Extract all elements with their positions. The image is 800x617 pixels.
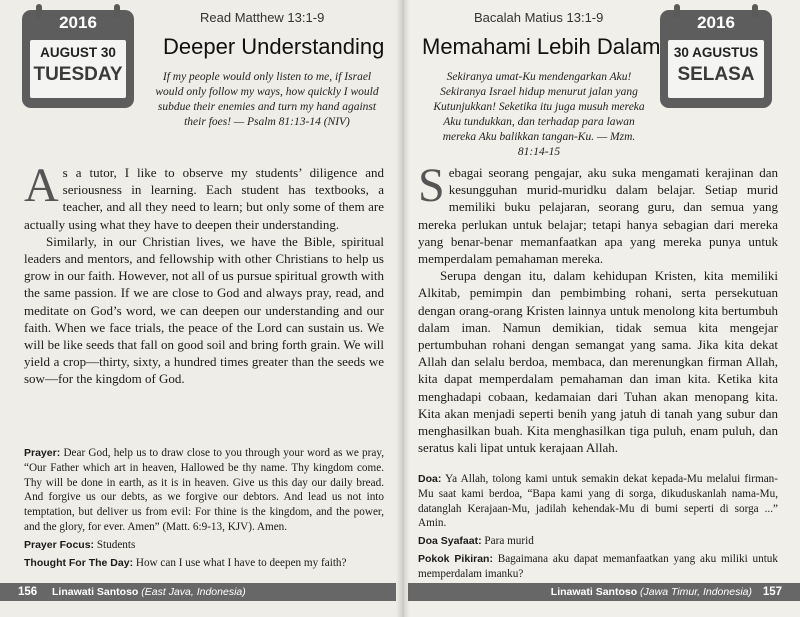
calendar-face xyxy=(30,40,126,98)
paragraph-1 xyxy=(24,159,384,233)
prayer-section xyxy=(24,446,384,573)
page-number: 156 xyxy=(18,586,38,598)
prayer-focus-label: Prayer Focus: xyxy=(24,538,95,551)
prayer-section xyxy=(418,472,778,585)
author-name: Linawati Santoso xyxy=(52,586,139,598)
calendar-day: TUESDAY xyxy=(33,64,123,85)
paragraph-2: Serupa dengan itu, dalam kehidupan Kristen, kita memiliki Alkitab, pemimpin dan pembimbing rohani, serta persekutuan dengan orang-orang Kristen lainnya untuk menolong kita bertumbuh dalam iman. Namun demikian, tidak semua kita mengejar pertumbuhan rohani dengan semangat yang sama. Jika kita dekat Allah dan selalu berdoa, membaca, dan merenungkan firman Allah, kita dapat memperdalam pemahaman dan iman kita. Ketika kita menghadapi cobaan, kedamaian dari Tuhan akan menopang kita. Kita akan menjadi seperti benih yang jatuh di tanah yang subur dan menghasilkan buah. Kita menghasilkan tiga puluh, enam puluh, dan seratus kali lipat untuk kerajaan Allah. xyxy=(418,268,778,456)
devotion-body xyxy=(24,159,384,388)
prayer-text: Ya Allah, tolong kami untuk semakin dekat kepada-Mu melalui firman-Mu saat kami berdoa, “Bapa kami yang di sorga, dikuduskanlah nama-Mu, datanglah Kerajaan-Mu, jadilah kehendak-Mu di bumi seperti di sorga ...” Amin. xyxy=(418,473,778,530)
author-name: Linawati Santoso xyxy=(550,586,638,598)
author-location: (East Java, Indonesia) xyxy=(141,586,246,598)
prayer-focus xyxy=(418,534,778,549)
page-footer xyxy=(0,583,396,601)
page-footer xyxy=(408,583,800,601)
prayer-focus-label: Doa Syafaat: xyxy=(418,535,482,548)
author-credit xyxy=(52,583,246,601)
prayer-text: Dear God, help us to draw close to you through your word as we pray, “Our Father which art in heaven, Hallowed be thy name. Thy kingdom come. Thy will be done in earth, as it is in heaven. Give us this day our daily bread. And forgive us our debts, as we forgive our debtors. And lead us not into temptation, but deliver us from evil: For thine is the kingdom, and the power, and the glory, for ever. Amen” (Matt. 6:9-13, KJV). Amen. xyxy=(24,447,384,533)
calendar-icon xyxy=(660,4,772,108)
calendar-icon xyxy=(22,4,134,108)
book-gutter xyxy=(396,0,410,617)
right-page xyxy=(402,0,800,617)
thought-for-the-day xyxy=(418,552,778,582)
calendar-date: AUGUST 30 xyxy=(40,45,116,60)
paragraph-1-text: ebagai seorang pengajar, aku suka mengamati kerajinan dan kesungguhan murid-muridku dalam belajar. Setiap murid memiliki buku pelajaran, seorang guru, dan semua yang mereka perlukan untuk belajar; tetapi hanya sebagian dari mereka yang benar-benar memanfaatkan apa yang mereka punya untuk memperdalam pemahaman mereka. xyxy=(418,165,778,267)
paragraph-1-text: s a tutor, I like to observe my students’ diligence and seriousness in learning. Each student has textbooks, a teacher, and all they need to learn; but only some of them are actually using what they have to deepen their understanding. xyxy=(24,165,384,232)
drop-cap: A xyxy=(24,159,59,212)
prayer-focus xyxy=(24,538,384,553)
key-verse-quote: If my people would only listen to me, if Israel would only follow my ways, how quickly I would subdue their enemies and turn my hand against their foes! — Psalm 81:13-14 (NIV) xyxy=(155,71,379,128)
prayer-focus-text: Para murid xyxy=(484,535,534,548)
prayer-label: Prayer: xyxy=(24,447,61,459)
calendar-year: 2016 xyxy=(59,13,97,32)
prayer xyxy=(24,446,384,535)
thought-text: Bagaimana aku dapat memanfaatkan yang aku miliki untuk memperdalam imanku? xyxy=(418,552,778,580)
scripture-reading: Read Matthew 13:1-9 xyxy=(200,10,325,25)
devotion-title: Deeper Understanding xyxy=(163,34,385,59)
prayer-label: Doa: xyxy=(418,473,442,485)
calendar-day: SELASA xyxy=(677,64,755,85)
thought-for-the-day xyxy=(24,556,384,571)
scripture-reading: Bacalah Matius 13:1-9 xyxy=(474,10,604,25)
drop-cap: S xyxy=(418,159,445,212)
devotion-title: Memahami Lebih Dalam xyxy=(422,34,661,59)
thought-label: Pokok Pikiran: xyxy=(418,552,493,565)
prayer xyxy=(418,472,778,531)
thought-text: How can I use what I have to deepen my faith? xyxy=(135,556,347,569)
author-location: (Jawa Timur, Indonesia) xyxy=(640,586,752,598)
calendar-year: 2016 xyxy=(697,13,735,32)
calendar-face xyxy=(668,40,764,98)
key-verse-quote: Sekiranya umat-Ku mendengarkan Aku! Sekiranya Israel hidup menurut jalan yang Kutunjukkan! Seketika itu juga musuh mereka Aku tundukkan, dan terhadap para lawan mereka Aku balikkan tangan-Ku. — Mzm. 81:14-15 xyxy=(433,71,645,158)
paragraph-2: Similarly, in our Christian lives, we have the Bible, spiritual leaders and mentors, and fellowship with other Christians to help us grow in our faith. However, not all of us pursue spiritual growth with the same passion. If we are close to God and always pray, read, and meditate on God’s word, we can deepen our understanding and our faith. When we face trials, the peace of the Lord can sustain us. We will be like seeds that fall on good soil and bring forth grain. We will yield a crop—thirty, sixty, a hundred times greater than the seeds we sow—for the kingdom of God. xyxy=(24,233,384,387)
paragraph-1 xyxy=(418,159,778,267)
calendar-date: 30 AGUSTUS xyxy=(673,45,759,60)
page-number: 157 xyxy=(762,586,782,598)
devotion-body xyxy=(418,159,778,456)
author-credit xyxy=(551,583,752,601)
thought-label: Thought For The Day: xyxy=(24,556,134,569)
prayer-focus-text: Students xyxy=(96,538,136,551)
